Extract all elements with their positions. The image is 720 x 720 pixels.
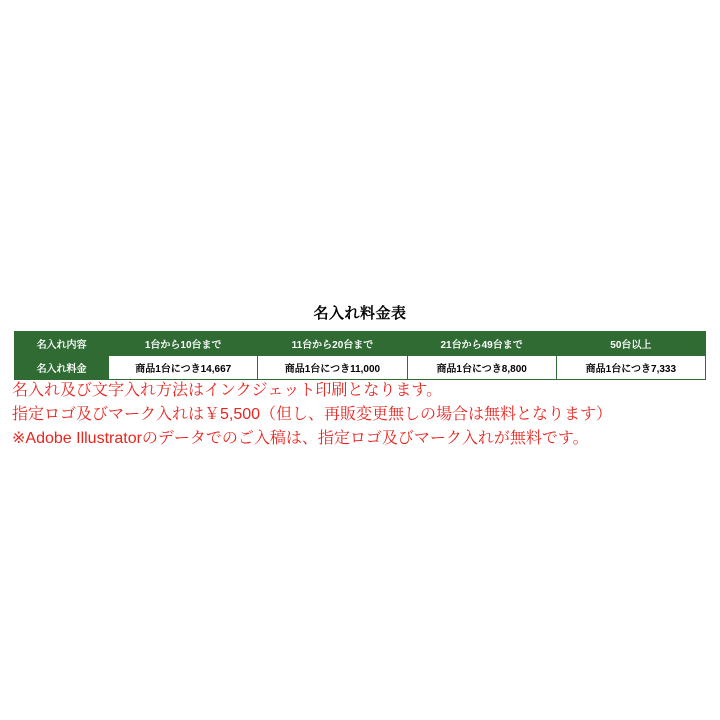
table-header-cell: 50台以上 xyxy=(556,332,705,356)
table-header-cell: 名入れ内容 xyxy=(15,332,109,356)
table-cell: 商品1台につき8,800 xyxy=(407,356,556,380)
table-cell: 商品1台につき11,000 xyxy=(258,356,407,380)
table-row-header-cell: 名入れ料金 xyxy=(15,356,109,380)
table-cell: 商品1台につき7,333 xyxy=(556,356,705,380)
table-header-cell: 1台から10台まで xyxy=(109,332,258,356)
table-header-cell: 21台から49台まで xyxy=(407,332,556,356)
table-header-row xyxy=(15,332,706,356)
table-cell: 商品1台につき14,667 xyxy=(109,356,258,380)
pricing-table xyxy=(14,331,706,380)
note-line: 名入れ及び文字入れ方法はインクジェット印刷となります。 xyxy=(12,382,443,399)
note-line: ※Adobe Illustratorのデータでのご入稿は、指定ロゴ及びマーク入れが無料です。 xyxy=(12,430,589,447)
page-title: 名入れ料金表 xyxy=(313,305,407,322)
table-header-cell: 11台から20台まで xyxy=(258,332,407,356)
note-line: 指定ロゴ及びマーク入れは￥5,500（但し、再販変更無しの場合は無料となります） xyxy=(12,406,613,423)
notes-block xyxy=(12,379,712,451)
table-row xyxy=(15,356,706,380)
